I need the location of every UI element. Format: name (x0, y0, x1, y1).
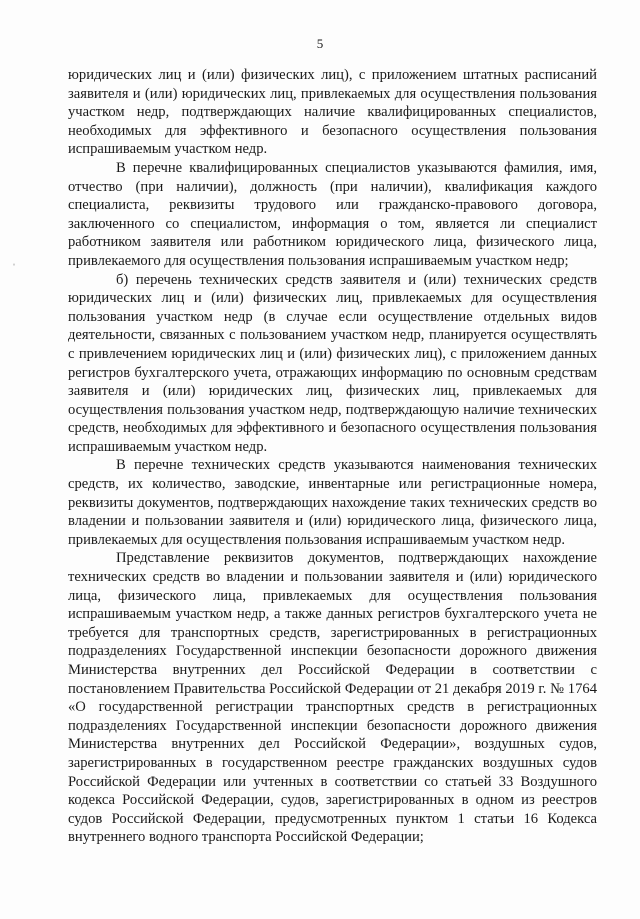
paragraph-item-b: б) перечень технических средств заявителя и (или) технических средств юридических лиц и (или) физических лиц, привлекаемых для осуществления пользования участком недр (в случае если осуществление отдельных видов деятельности, связанных с пользованием участком недр, планируется осуществлять с привлечением юридических лиц и (или) физических лиц), с приложением данных регистров бухгалтерского учета, отражающих информацию по основным средствам заявителя и (или) юридических лиц, физических лиц, привлекаемых для осуществления пользования участком недр, подтверждающую наличие технических средств, необходимых для эффективного и безопасного осуществления пользования испрашиваемым участком недр. (68, 271, 597, 455)
paragraph-continuation: юридических лиц и (или) физических лиц), с приложением штатных расписаний заявителя и (или) юридических лиц, привлекаемых для осуществления пользования участком недр, подтверждающих наличие квалифицированных специалистов, необходимых для эффективного и безопасного осуществления пользования испрашиваемым участком недр. (68, 67, 597, 158)
document-body (68, 66, 597, 847)
margin-mark-icon: ˌ (12, 252, 16, 266)
paragraph-technical-means-list: В перечне технических средств указываются наименования технических средств, их количество, заводские, инвентарные или регистрационные номера, реквизиты документов, подтверждающих нахождение таких технических средств во владении и пользовании заявителя и (или) юридического лица, физического лица, привлекаемых для осуществления пользования испрашиваемым участком недр. (68, 457, 597, 548)
page-number: 5 (316, 36, 324, 51)
paragraph-registration-exemption: Представление реквизитов документов, подтверждающих нахождение технических средств во владении и пользовании заявителя и (или) юридического лица, физического лица, привлекаемых для осуществления пользования испрашиваемым участком недр, а также данных регистров бухгалтерского учета не требуется для транспортных средств, зарегистрированных в регистрационных подразделениях Государственной инспекции безопасности дорожного движения Министерства внутренних дел Российской Федерации в соответствии с постановлением Правительства Российской Федерации от 21 декабря 2019 г. № 1764 «О государственной регистрации транспортных средств в регистрационных подразделениях Государственной инспекции безопасности дорожного движения Министерства внутренних дел Российской Федерации», воздушных судов, зарегистрированных в государственном реестре гражданских воздушных судов Российской Федерации или учтенных в соответствии со статьей 33 Воздушного кодекса Российской Федерации, судов, зарегистрированных в одном из реестров судов Российской Федерации, предусмотренных пунктом 1 статьи 16 Кодекса внутреннего водного транспорта Российской Федерации; (68, 550, 597, 846)
paragraph-specialists-list: В перечне квалифицированных специалистов указываются фамилия, имя, отчество (при наличии), должность (при наличии), квалификация каждого специалиста, реквизиты трудового или гражданско-правового договора, заключенного со специалистом, информация о том, является ли специалист работником заявителя или работником юридического лица, физического лица, привлекаемого для осуществления пользования испрашиваемым участком недр; (68, 159, 597, 269)
